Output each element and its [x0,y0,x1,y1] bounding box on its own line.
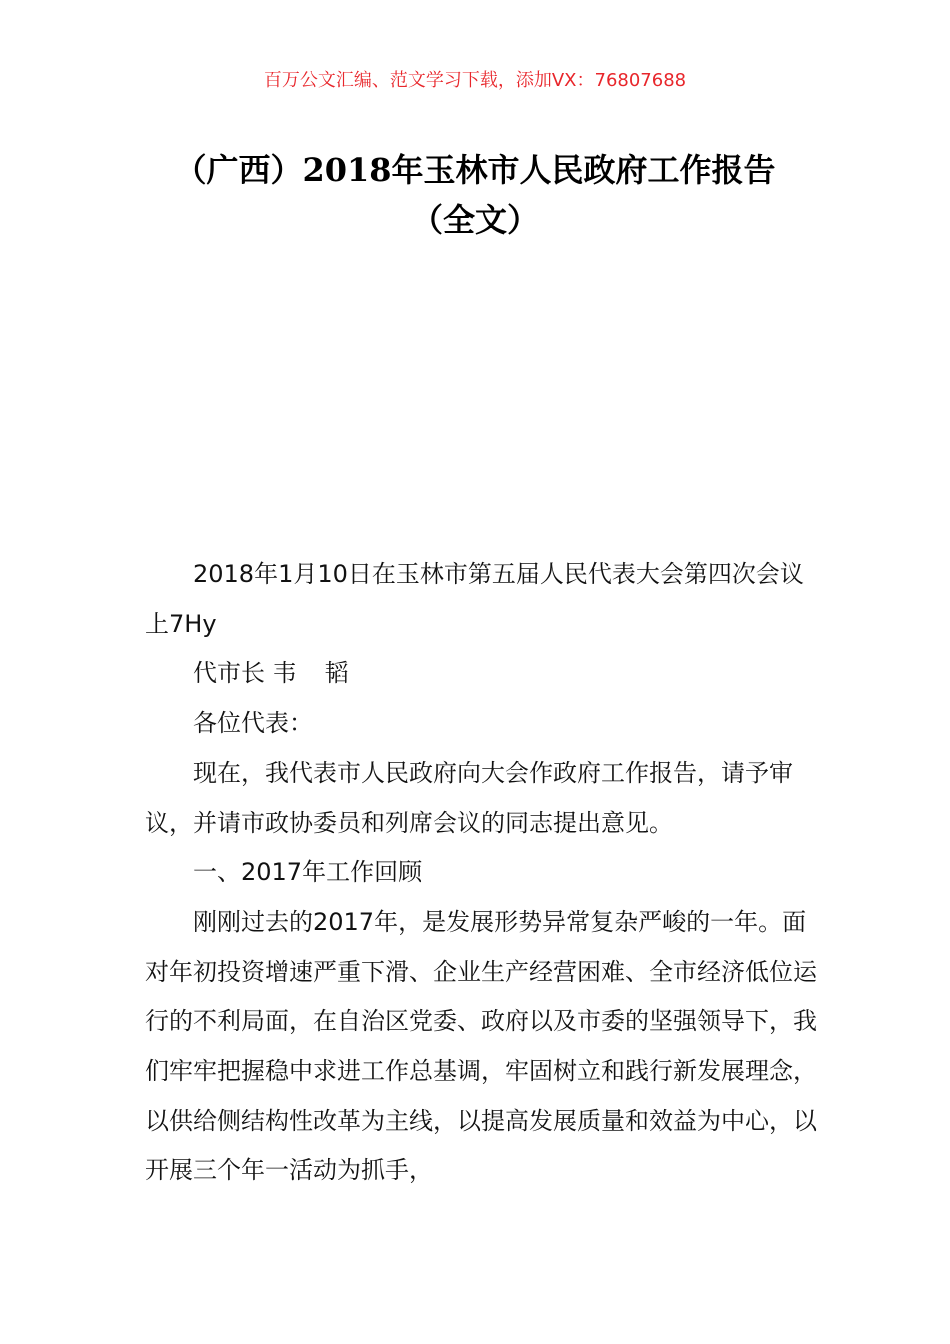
meeting-info-paragraph: 2018年1月10日在玉林市第五届人民代表大会第四次会议上7Hy [145,560,804,638]
intro-paragraph: 现在，我代表市人民政府向大会作政府工作报告，请予审议，并请市政协委员和列席会议的同志提出意见。 [145,758,793,837]
title-line-2: （全文） [410,201,539,239]
document-body [145,550,825,1196]
speaker-role: 代市长 韦 [193,659,297,688]
salutation-paragraph: 各位代表： [193,709,313,738]
title-line-1: （广西）2018年玉林市人民政府工作报告 [174,151,776,189]
speaker-line [145,649,825,699]
document-title [120,145,830,245]
review-paragraph: 刚刚过去的2017年，是发展形势异常复杂严峻的一年。面对年初投资增速严重下滑、企业生产经营困难、全市经济低位运行的不利局面，在自治区党委、政府以及市委的坚强领导下，我们牢牢把握稳中求进工作总基调，牢固树立和践行新发展理念，以供给侧结构性改革为主线，以提高发展质量和效益为中心，以开展三个年一活动为抓手， [145,907,817,1185]
header-banner: 百万公文汇编、范文学习下载，添加VX：76807688 [263,70,687,91]
speaker-name: 韬 [324,659,349,688]
section-heading: 一、2017年工作回顾 [193,858,423,887]
